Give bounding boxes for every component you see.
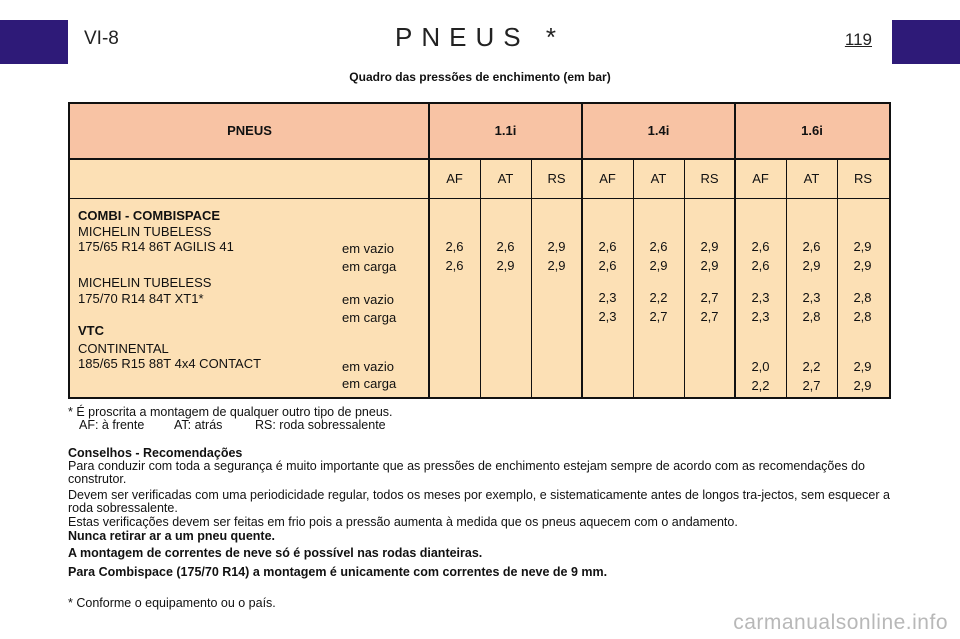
tyre1-brand: MICHELIN TUBELESS bbox=[78, 224, 212, 239]
subheader-af: AF bbox=[446, 171, 463, 186]
legend-at: AT: atrás bbox=[174, 418, 223, 432]
header-engine-1-6i: 1.6i bbox=[801, 123, 823, 138]
load-empty-label: em vazio bbox=[342, 292, 395, 307]
header-engine-1-4i: 1.4i bbox=[647, 123, 670, 138]
pressure-value: 2,3 bbox=[751, 309, 770, 324]
tyre2-brand: MICHELIN TUBELESS bbox=[78, 275, 212, 290]
subheader-at: AT bbox=[803, 171, 820, 186]
advice-warning-2: A montagem de correntes de neve só é possível nas rodas dianteiras. bbox=[68, 546, 483, 560]
advice-paragraph-1: Para conduzir com toda a segurança é muito importante que as pressões de enchimento estejam sempre de acordo com as recomendações do construtor. bbox=[68, 459, 865, 486]
pressure-value: 2,6 bbox=[751, 239, 770, 254]
advice-warning-1: Nunca retirar ar a um pneu quente. bbox=[68, 529, 275, 543]
watermark: carmanualsonline.info bbox=[733, 611, 948, 634]
footnote-equipment: * Conforme o equipamento ou o país. bbox=[68, 596, 276, 610]
subheader-at: AT bbox=[497, 171, 514, 186]
pressure-value: 2,9 bbox=[853, 378, 872, 393]
pressure-value: 2,2 bbox=[802, 359, 821, 374]
group-vtc: VTC bbox=[78, 323, 104, 338]
pressure-value: 2,6 bbox=[598, 258, 617, 273]
subheader-rs: RS bbox=[853, 171, 873, 186]
pressure-value: 2,6 bbox=[445, 258, 464, 273]
grid-line bbox=[70, 198, 889, 199]
pressure-value: 2,8 bbox=[853, 290, 872, 305]
advice-paragraph-3: Estas verificações devem ser feitas em frio pois a pressão aumenta à medida que os pneus aquecem com o andamento. bbox=[68, 515, 738, 529]
page-title: PNEUS * bbox=[395, 22, 565, 52]
pressure-value: 2,3 bbox=[802, 290, 821, 305]
pressure-value: 2,9 bbox=[853, 359, 872, 374]
pressure-value: 2,6 bbox=[445, 239, 464, 254]
pressure-value: 2,2 bbox=[751, 378, 770, 393]
pressure-value: 2,9 bbox=[853, 239, 872, 254]
legend-af: AF: à frente bbox=[79, 418, 145, 432]
pressure-value: 2,9 bbox=[547, 258, 566, 273]
subheader-at: AT bbox=[650, 171, 667, 186]
pressure-value: 2,3 bbox=[598, 309, 617, 324]
header-engine-1-1i: 1.1i bbox=[494, 123, 517, 138]
section-label: VI-8 bbox=[84, 28, 119, 49]
table-header-row bbox=[70, 104, 889, 160]
advice-paragraph-2: Devem ser verificadas com uma periodicidade regular, todos os meses por exemplo, e sistematicamente antes de longos tra-jectos, sem esquecer a roda sobressalente. bbox=[68, 488, 890, 515]
pressure-value: 2,9 bbox=[700, 239, 719, 254]
header-pneus: PNEUS bbox=[227, 123, 272, 138]
load-empty-label: em vazio bbox=[342, 241, 395, 256]
pressure-value: 2,7 bbox=[649, 309, 668, 324]
pressure-value: 2,9 bbox=[802, 258, 821, 273]
tyre3-size: 185/65 R15 88T 4x4 CONTACT bbox=[78, 356, 262, 371]
pressure-value: 2,9 bbox=[649, 258, 668, 273]
load-full-label: em carga bbox=[342, 376, 397, 391]
pressure-value: 2,6 bbox=[496, 239, 515, 254]
subheader-af: AF bbox=[599, 171, 616, 186]
pressure-value: 2,6 bbox=[802, 239, 821, 254]
load-full-label: em carga bbox=[342, 310, 397, 325]
pressure-value: 2,9 bbox=[496, 258, 515, 273]
pressure-value: 2,9 bbox=[547, 239, 566, 254]
pressure-value: 2,3 bbox=[751, 290, 770, 305]
pressure-value: 2,8 bbox=[802, 309, 821, 324]
pressure-value: 2,7 bbox=[700, 309, 719, 324]
pressure-value: 2,3 bbox=[598, 290, 617, 305]
advice-warning-3: Para Combispace (175/70 R14) a montagem é unicamente com correntes de neve de 9 mm. bbox=[68, 565, 608, 579]
pressure-value: 2,6 bbox=[751, 258, 770, 273]
subheader-af: AF bbox=[752, 171, 769, 186]
subheader-rs: RS bbox=[700, 171, 719, 186]
pressure-value: 2,0 bbox=[751, 359, 770, 374]
tyre3-brand: CONTINENTAL bbox=[78, 341, 169, 356]
legend-rs: RS: roda sobressalente bbox=[255, 418, 386, 432]
tyre2-size: 175/70 R14 84T XT1* bbox=[78, 291, 204, 306]
load-full-label: em carga bbox=[342, 259, 397, 274]
page-number: 119 bbox=[844, 30, 872, 49]
table-subtitle: Quadro das pressões de enchimento (em bar) bbox=[349, 70, 611, 84]
advice-heading: Conselhos - Recomendações bbox=[68, 446, 243, 460]
pressure-value: 2,6 bbox=[598, 239, 617, 254]
group-combi: COMBI - COMBISPACE bbox=[78, 208, 221, 223]
pressure-value: 2,8 bbox=[853, 309, 872, 324]
pressure-value: 2,2 bbox=[649, 290, 668, 305]
footnote-proscribed: * É proscrita a montagem de qualquer outro tipo de pneus. bbox=[68, 405, 393, 419]
tyre1-size: 175/65 R14 86T AGILIS 41 bbox=[78, 239, 234, 254]
pressure-value: 2,7 bbox=[802, 378, 821, 393]
load-empty-label: em vazio bbox=[342, 359, 395, 374]
pressure-value: 2,7 bbox=[700, 290, 719, 305]
pressure-value: 2,9 bbox=[853, 258, 872, 273]
pressure-table bbox=[68, 102, 891, 399]
pressure-value: 2,6 bbox=[649, 239, 668, 254]
subheader-rs: RS bbox=[547, 171, 566, 186]
pressure-value: 2,9 bbox=[700, 258, 719, 273]
